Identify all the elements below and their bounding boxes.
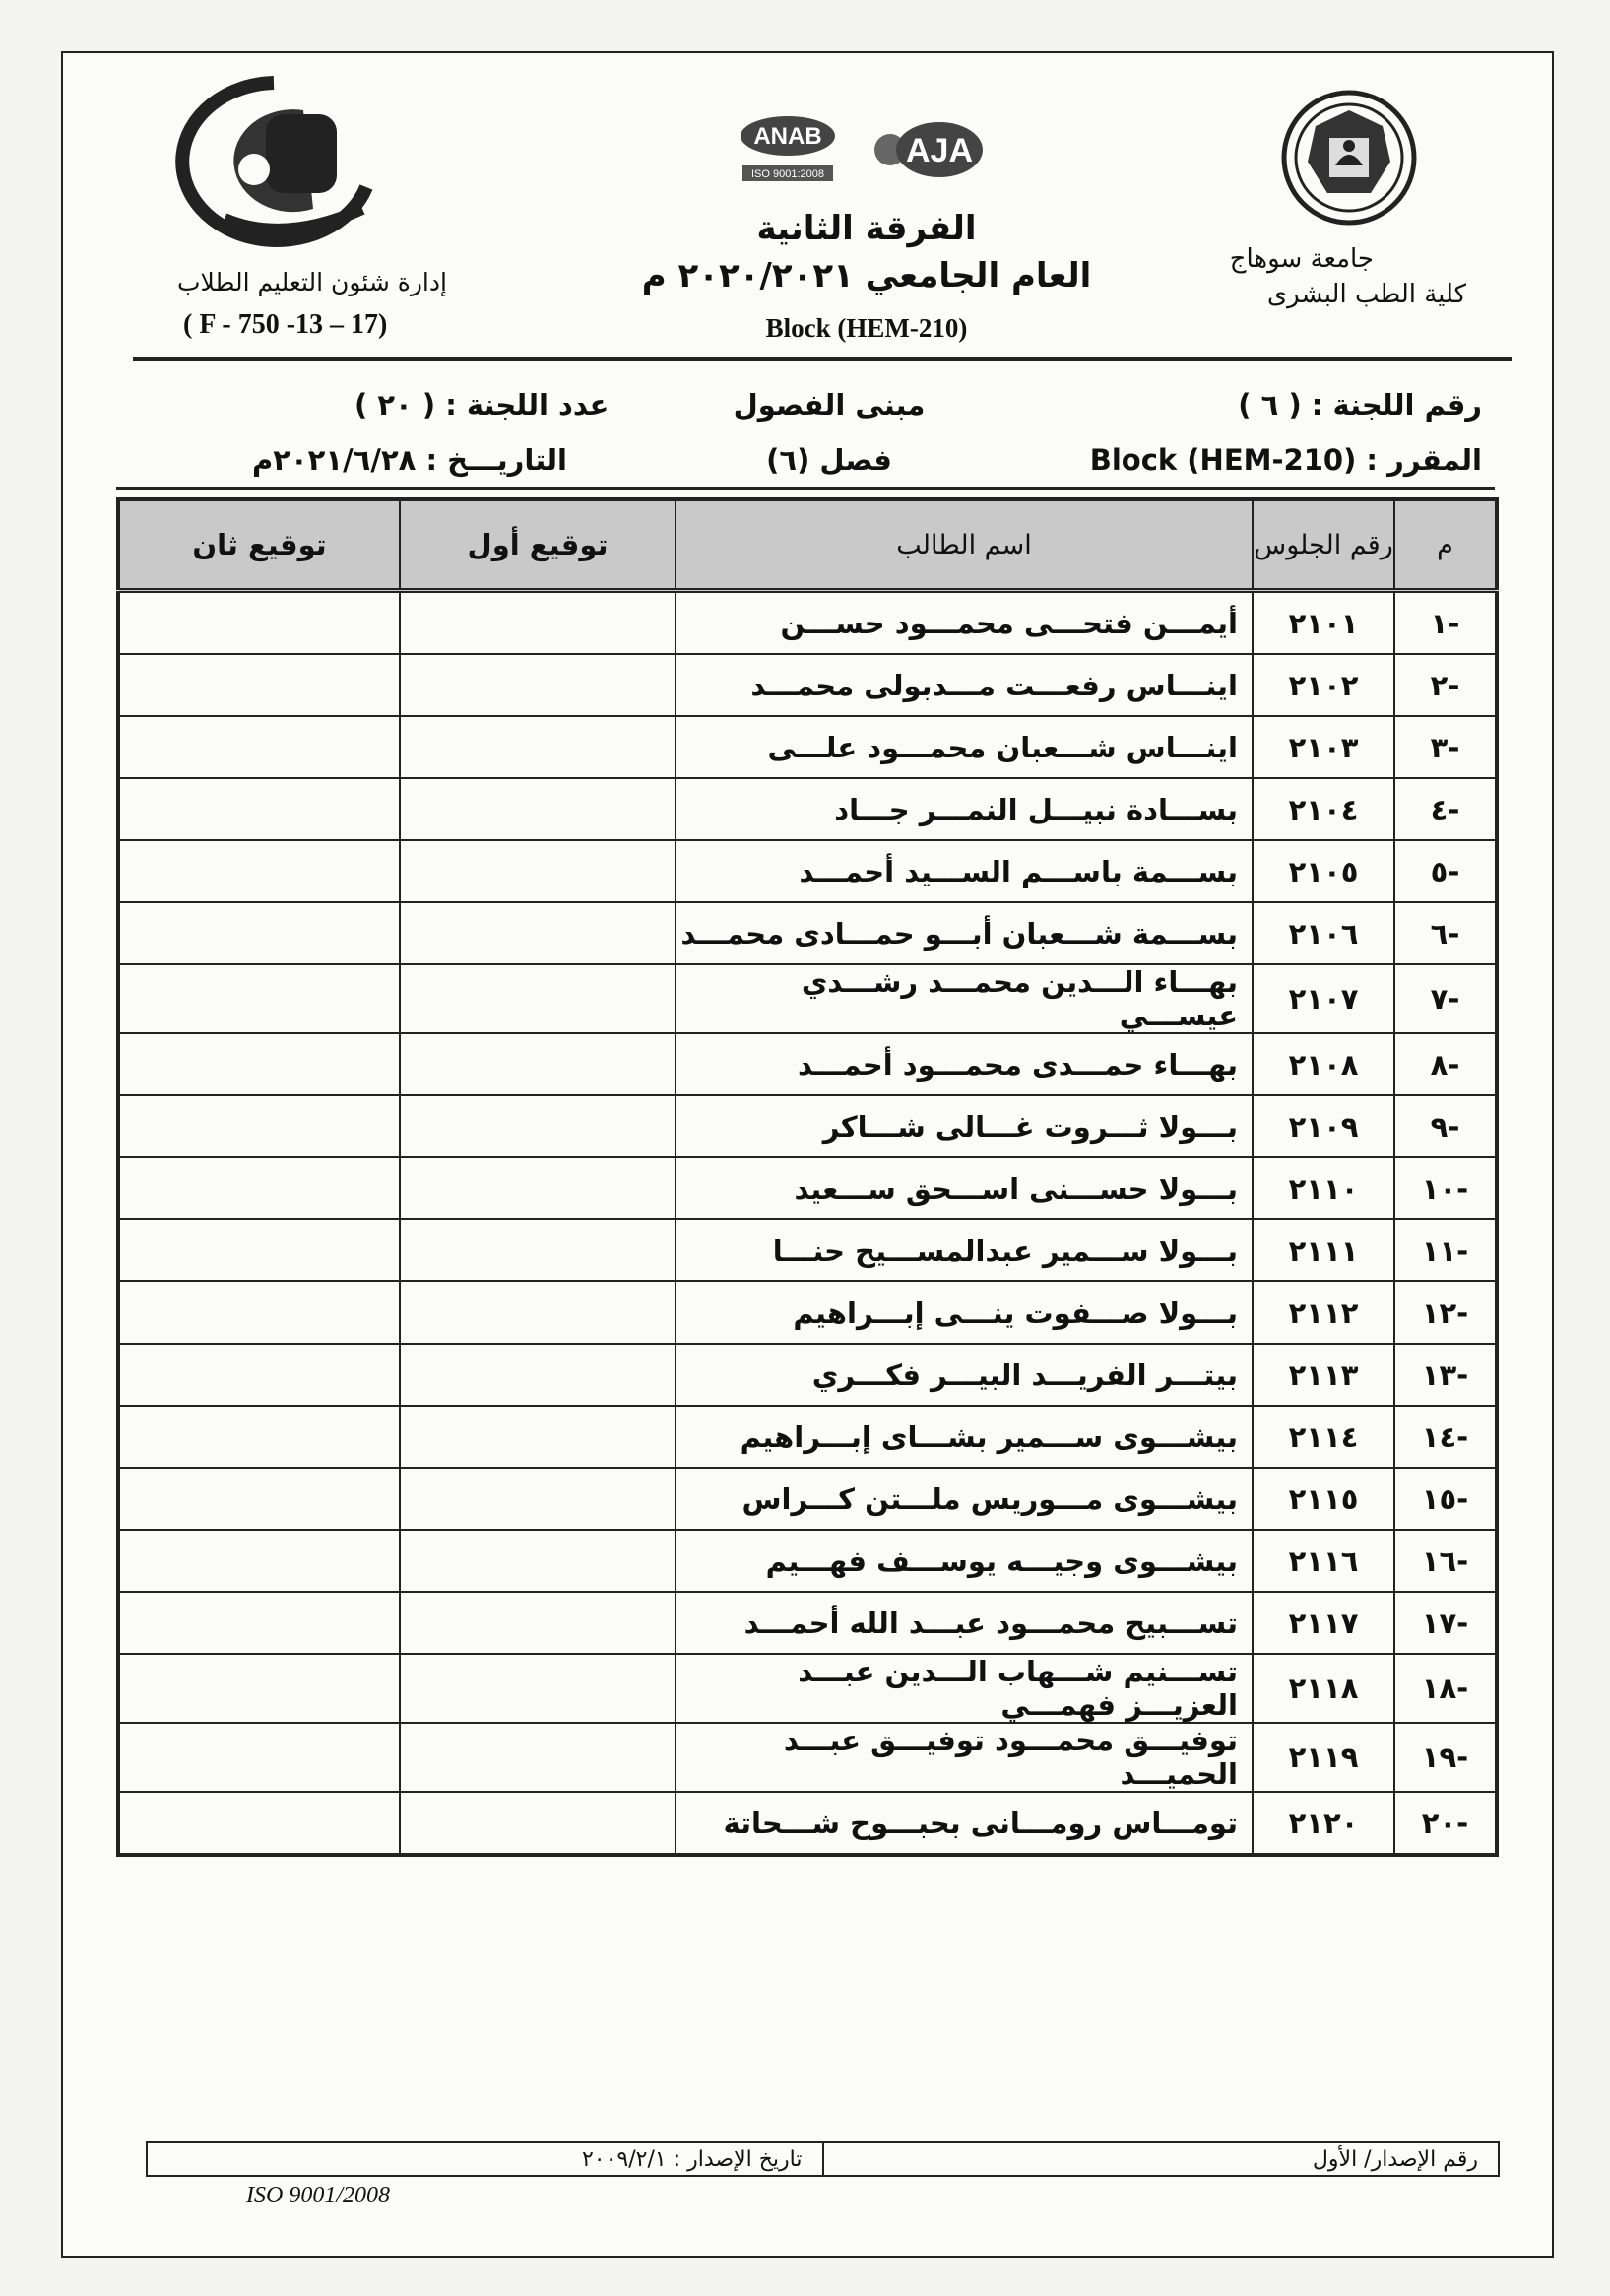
table-row bbox=[118, 591, 1497, 655]
anab-badge bbox=[737, 110, 839, 187]
row-first-signature[interactable] bbox=[400, 654, 676, 716]
row-student-name: بيشـــوى وجيـــه يوســـف فهـــيم bbox=[676, 1530, 1253, 1592]
iso-footer: ISO 9001/2008 bbox=[246, 2183, 390, 2208]
row-seat-number: ٢١٠١ bbox=[1253, 591, 1394, 655]
row-seat-number: ٢١٠٩ bbox=[1253, 1095, 1394, 1157]
table-row bbox=[118, 1468, 1497, 1530]
row-seat-number: ٢١١١ bbox=[1253, 1219, 1394, 1281]
row-second-signature[interactable] bbox=[118, 1468, 400, 1530]
table-row bbox=[118, 840, 1497, 902]
row-seat-number: ٢١١٥ bbox=[1253, 1468, 1394, 1530]
row-first-signature[interactable] bbox=[400, 1654, 676, 1723]
table-row bbox=[118, 1281, 1497, 1344]
table-row bbox=[118, 1344, 1497, 1406]
row-student-name: بيشـــوى ســـمير بشـــاى إبـــراهيم bbox=[676, 1406, 1253, 1468]
table-row bbox=[118, 1219, 1497, 1281]
row-first-signature[interactable] bbox=[400, 840, 676, 902]
row-first-signature[interactable] bbox=[400, 1723, 676, 1792]
table-row bbox=[118, 1033, 1497, 1095]
row-first-signature[interactable] bbox=[400, 1792, 676, 1855]
row-second-signature[interactable] bbox=[118, 840, 400, 902]
row-second-signature[interactable] bbox=[118, 1592, 400, 1654]
row-second-signature[interactable] bbox=[118, 1033, 400, 1095]
row-student-name: بيتـــر الفريـــد البيـــر فكـــري bbox=[676, 1344, 1253, 1406]
row-first-signature[interactable] bbox=[400, 964, 676, 1033]
committee-number: رقم اللجنة : ( ٦ ) bbox=[1238, 388, 1482, 422]
building-name: مبنى الفصول bbox=[733, 388, 926, 422]
header-seat-number: رقم الجلوس bbox=[1253, 499, 1394, 591]
row-index: -١٩ bbox=[1394, 1723, 1497, 1792]
row-first-signature[interactable] bbox=[400, 778, 676, 840]
row-student-name: توفيـــق محمـــود توفيـــق عبـــد الحميـــد bbox=[676, 1723, 1253, 1792]
row-student-name: بيشـــوى مـــوريس ملـــتن كـــراس bbox=[676, 1468, 1253, 1530]
row-index: -١٨ bbox=[1394, 1654, 1497, 1723]
row-seat-number: ٢١١٩ bbox=[1253, 1723, 1394, 1792]
row-first-signature[interactable] bbox=[400, 1530, 676, 1592]
row-first-signature[interactable] bbox=[400, 716, 676, 778]
exam-date: التاريـــخ : ٢٠٢١/٦/٢٨م bbox=[252, 443, 567, 477]
table-header-row bbox=[118, 499, 1497, 591]
table-row bbox=[118, 1095, 1497, 1157]
row-second-signature[interactable] bbox=[118, 716, 400, 778]
row-seat-number: ٢١٠٦ bbox=[1253, 902, 1394, 964]
row-student-name: تســـبيح محمـــود عبـــد الله أحمـــد bbox=[676, 1592, 1253, 1654]
row-first-signature[interactable] bbox=[400, 1406, 676, 1468]
university-seal-logo bbox=[1280, 89, 1418, 227]
row-index: -١٠ bbox=[1394, 1157, 1497, 1219]
row-seat-number: ٢١٠٢ bbox=[1253, 654, 1394, 716]
table-row bbox=[118, 654, 1497, 716]
row-second-signature[interactable] bbox=[118, 1406, 400, 1468]
academic-year: العام الجامعي ٢٠٢٠/٢٠٢١ م bbox=[641, 256, 1092, 295]
row-second-signature[interactable] bbox=[118, 1157, 400, 1219]
form-code: ( F - 750 -13 – 17) bbox=[183, 309, 388, 340]
row-index: -١١ bbox=[1394, 1219, 1497, 1281]
classroom: فصل (٦) bbox=[766, 443, 892, 477]
header-second-signature: توقيع ثان bbox=[118, 499, 400, 591]
row-seat-number: ٢١١٤ bbox=[1253, 1406, 1394, 1468]
row-index: -١٥ bbox=[1394, 1468, 1497, 1530]
row-student-name: اينـــاس رفعـــت مـــدبولى محمـــد bbox=[676, 654, 1253, 716]
table-row bbox=[118, 964, 1497, 1033]
row-first-signature[interactable] bbox=[400, 591, 676, 655]
row-second-signature[interactable] bbox=[118, 1723, 400, 1792]
row-first-signature[interactable] bbox=[400, 1033, 676, 1095]
row-student-name: تومـــاس رومـــانى بحبـــوح شـــحاتة bbox=[676, 1792, 1253, 1855]
row-first-signature[interactable] bbox=[400, 1095, 676, 1157]
row-index: -٤ bbox=[1394, 778, 1497, 840]
table-row bbox=[118, 1530, 1497, 1592]
header-student-name: اسم الطالب bbox=[676, 499, 1253, 591]
row-index: -٥ bbox=[1394, 840, 1497, 902]
row-seat-number: ٢١٠٣ bbox=[1253, 716, 1394, 778]
row-seat-number: ٢١١٦ bbox=[1253, 1530, 1394, 1592]
row-index: -١٢ bbox=[1394, 1281, 1497, 1344]
row-student-name: أيمـــن فتحـــى محمـــود حســـن bbox=[676, 591, 1253, 655]
row-index: -٨ bbox=[1394, 1033, 1497, 1095]
row-second-signature[interactable] bbox=[118, 654, 400, 716]
row-index: -٩ bbox=[1394, 1095, 1497, 1157]
table-row bbox=[118, 1157, 1497, 1219]
table-row bbox=[118, 1723, 1497, 1792]
row-index: -١٦ bbox=[1394, 1530, 1497, 1592]
header-divider bbox=[133, 357, 1512, 361]
row-second-signature[interactable] bbox=[118, 1281, 400, 1344]
block-code: Block (HEM-210) bbox=[765, 313, 968, 343]
course-code: المقرر : Block (HEM-210) bbox=[1089, 443, 1482, 477]
row-seat-number: ٢١١٢ bbox=[1253, 1281, 1394, 1344]
table-row bbox=[118, 778, 1497, 840]
row-student-name: بهـــاء الـــدين محمـــد رشـــدي عيســـي bbox=[676, 964, 1253, 1033]
row-index: -١ bbox=[1394, 591, 1497, 655]
issue-number: رقم الإصدار/ الأول bbox=[822, 2143, 1499, 2175]
row-student-name: بـــولا حســـنى اســـحق ســـعيد bbox=[676, 1157, 1253, 1219]
table-row bbox=[118, 1654, 1497, 1723]
row-first-signature[interactable] bbox=[400, 1592, 676, 1654]
row-student-name: تســـنيم شـــهاب الـــدين عبـــد العزيـــز فهمـــي bbox=[676, 1654, 1253, 1723]
row-first-signature[interactable] bbox=[400, 1468, 676, 1530]
aja-badge bbox=[870, 110, 989, 189]
row-first-signature[interactable] bbox=[400, 1157, 676, 1219]
aja-badge-text: AJA bbox=[905, 132, 974, 169]
row-first-signature[interactable] bbox=[400, 902, 676, 964]
row-second-signature[interactable] bbox=[118, 1219, 400, 1281]
row-student-name: بـــولا صـــفوت ينـــى إبـــراهيم bbox=[676, 1281, 1253, 1344]
faculty-of-medicine-logo bbox=[156, 71, 394, 248]
footer-box bbox=[146, 2141, 1500, 2177]
issue-date: تاريخ الإصدار : ٢٠٠٩/٢/١ bbox=[581, 2146, 803, 2172]
year-level: الفرقة الثانية bbox=[756, 209, 977, 248]
row-index: -٢٠ bbox=[1394, 1792, 1497, 1855]
row-seat-number: ٢١١٨ bbox=[1253, 1654, 1394, 1723]
row-student-name: بســـادة نبيـــل النمـــر جـــاد bbox=[676, 778, 1253, 840]
table-row bbox=[118, 716, 1497, 778]
row-seat-number: ٢١٠٨ bbox=[1253, 1033, 1394, 1095]
row-seat-number: ٢١١٣ bbox=[1253, 1344, 1394, 1406]
row-seat-number: ٢١١٠ bbox=[1253, 1157, 1394, 1219]
row-index: -٧ bbox=[1394, 964, 1497, 1033]
row-index: -١٧ bbox=[1394, 1592, 1497, 1654]
row-first-signature[interactable] bbox=[400, 1281, 676, 1344]
info-divider bbox=[116, 487, 1495, 490]
row-first-signature[interactable] bbox=[400, 1344, 676, 1406]
row-second-signature[interactable] bbox=[118, 964, 400, 1033]
table-row bbox=[118, 1592, 1497, 1654]
row-index: -١٤ bbox=[1394, 1406, 1497, 1468]
row-second-signature[interactable] bbox=[118, 591, 400, 655]
table-row bbox=[118, 1406, 1497, 1468]
university-name: جامعة سوهاج bbox=[1229, 244, 1374, 274]
row-index: -٣ bbox=[1394, 716, 1497, 778]
row-seat-number: ٢١١٧ bbox=[1253, 1592, 1394, 1654]
row-seat-number: ٢١٠٤ bbox=[1253, 778, 1394, 840]
row-second-signature[interactable] bbox=[118, 1654, 400, 1723]
row-seat-number: ٢١٢٠ bbox=[1253, 1792, 1394, 1855]
row-second-signature[interactable] bbox=[118, 1792, 400, 1855]
row-seat-number: ٢١٠٥ bbox=[1253, 840, 1394, 902]
row-student-name: بـــولا ثـــروت غـــالى شـــاكر bbox=[676, 1095, 1253, 1157]
header-index: م bbox=[1394, 499, 1497, 591]
row-index: -١٣ bbox=[1394, 1344, 1497, 1406]
row-student-name: اينـــاس شـــعبان محمـــود علـــى bbox=[676, 716, 1253, 778]
row-student-name: بـــولا ســـمير عبدالمســـيح حنـــا bbox=[676, 1219, 1253, 1281]
row-index: -٦ bbox=[1394, 902, 1497, 964]
department-name: إدارة شئون التعليم الطلاب bbox=[177, 268, 447, 296]
row-student-name: بســـمة باســـم الســـيد أحمـــد bbox=[676, 840, 1253, 902]
anab-badge-text: ANAB bbox=[753, 123, 822, 150]
row-second-signature[interactable] bbox=[118, 1344, 400, 1406]
faculty-name: كلية الطب البشرى bbox=[1266, 280, 1466, 309]
table-row bbox=[118, 1792, 1497, 1855]
row-seat-number: ٢١٠٧ bbox=[1253, 964, 1394, 1033]
row-second-signature[interactable] bbox=[118, 778, 400, 840]
iso-badge-text: ISO 9001:2008 bbox=[750, 168, 825, 180]
row-second-signature[interactable] bbox=[118, 902, 400, 964]
row-second-signature[interactable] bbox=[118, 1095, 400, 1157]
committee-count: عدد اللجنة : ( ٢٠ ) bbox=[354, 388, 610, 422]
attendance-table bbox=[116, 497, 1499, 1857]
row-first-signature[interactable] bbox=[400, 1219, 676, 1281]
row-student-name: بســـمة شـــعبان أبـــو حمـــادى محمـــد bbox=[676, 902, 1253, 964]
header-first-signature: توقيع أول bbox=[400, 499, 676, 591]
row-index: -٢ bbox=[1394, 654, 1497, 716]
table-row bbox=[118, 902, 1497, 964]
row-second-signature[interactable] bbox=[118, 1530, 400, 1592]
row-student-name: بهـــاء حمـــدى محمـــود أحمـــد bbox=[676, 1033, 1253, 1095]
